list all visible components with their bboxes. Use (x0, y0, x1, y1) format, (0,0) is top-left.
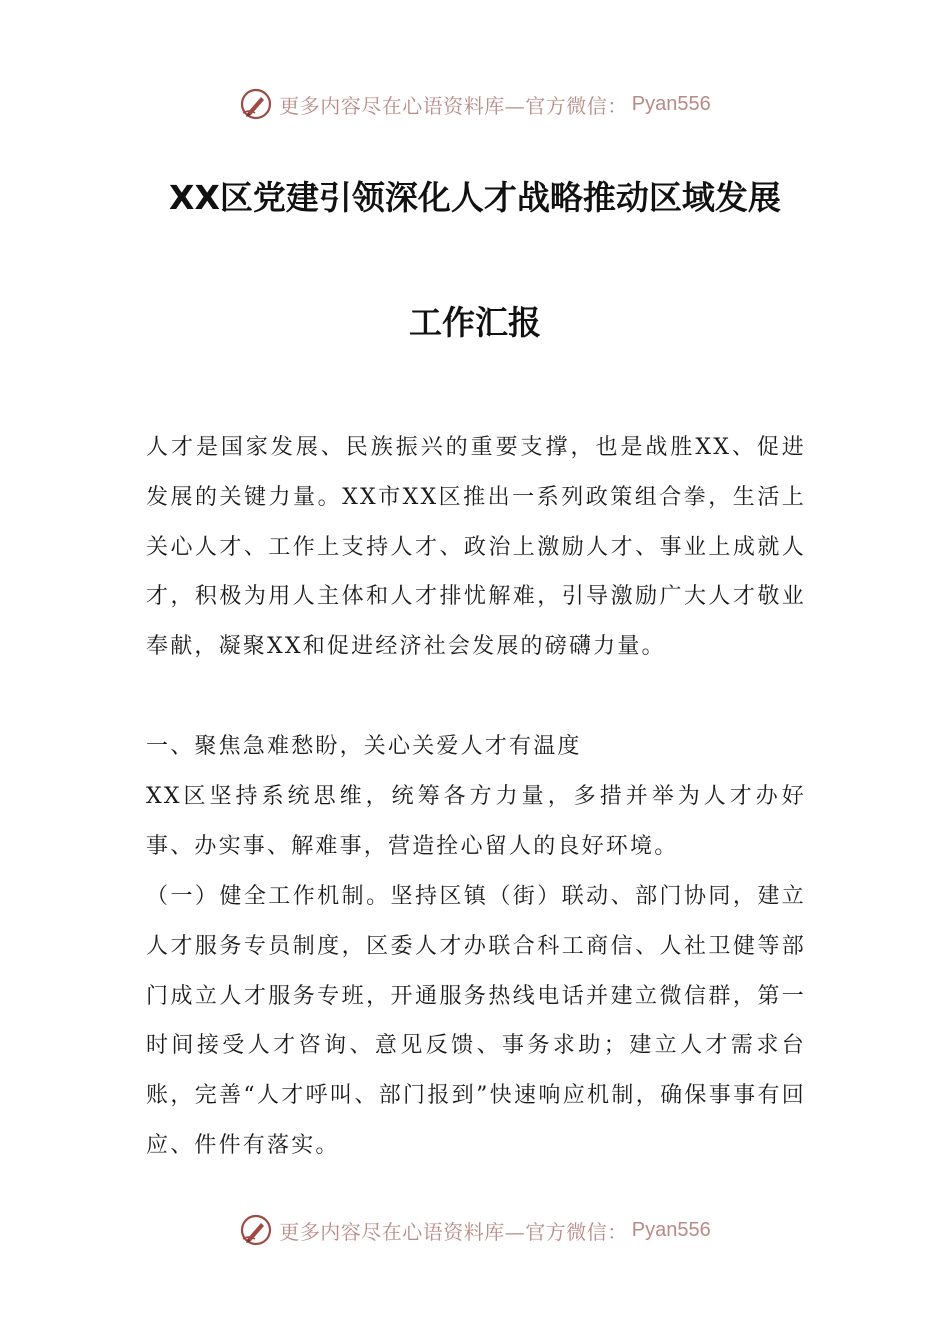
paragraph-item1: （一）健全工作机制。坚持区镇（街）联动、部门协同，建立人才服务专员制度，区委人才办联合科工商信、人社卫健等部门成立人才服务专班，开通服务热线电话并建立微信群，第一时间接受人才咨询、意见反馈、事务求助；建立人才需求台账，完善“人才呼叫、部门报到”快速响应机制，确保事事有回应、件件有落实。 (146, 884, 806, 1158)
watermark-header (0, 84, 950, 124)
pen-logo-icon (239, 87, 273, 121)
section-heading-1: 一、聚焦急难愁盼，关心关爱人才有温度 (146, 734, 582, 759)
paragraph-section1: XX区坚持系统思维，统筹各方力量，多措并举为人才办好事、办实事、解难事，营造拴心留人的良好环境。 (146, 784, 806, 859)
watermark-footer (0, 1210, 950, 1250)
document-title-line1: XX区党建引领深化人才战略推动区域发展 (169, 178, 781, 217)
watermark-wechat-id: Pyan556 (631, 1218, 711, 1241)
watermark-wechat-id: Pyan556 (631, 92, 711, 115)
watermark-text: 更多内容尽在心语资料库—官方微信： (279, 1219, 628, 1244)
pen-logo-icon (239, 1213, 273, 1247)
document-title-line2: 工作汇报 (409, 303, 541, 342)
watermark-text: 更多内容尽在心语资料库—官方微信： (279, 93, 628, 118)
paragraph-intro: 人才是国家发展、民族振兴的重要支撑，也是战胜XX、促进发展的关键力量。XX市XX区推出一系列政策组合拳，生活上关心人才、工作上支持人才、政治上激励人才、事业上成就人才，积极为用人主体和人才排忧解难，引导激励广大人才敬业奉献，凝聚XX和促进经济社会发展的磅礴力量。 (146, 435, 806, 660)
